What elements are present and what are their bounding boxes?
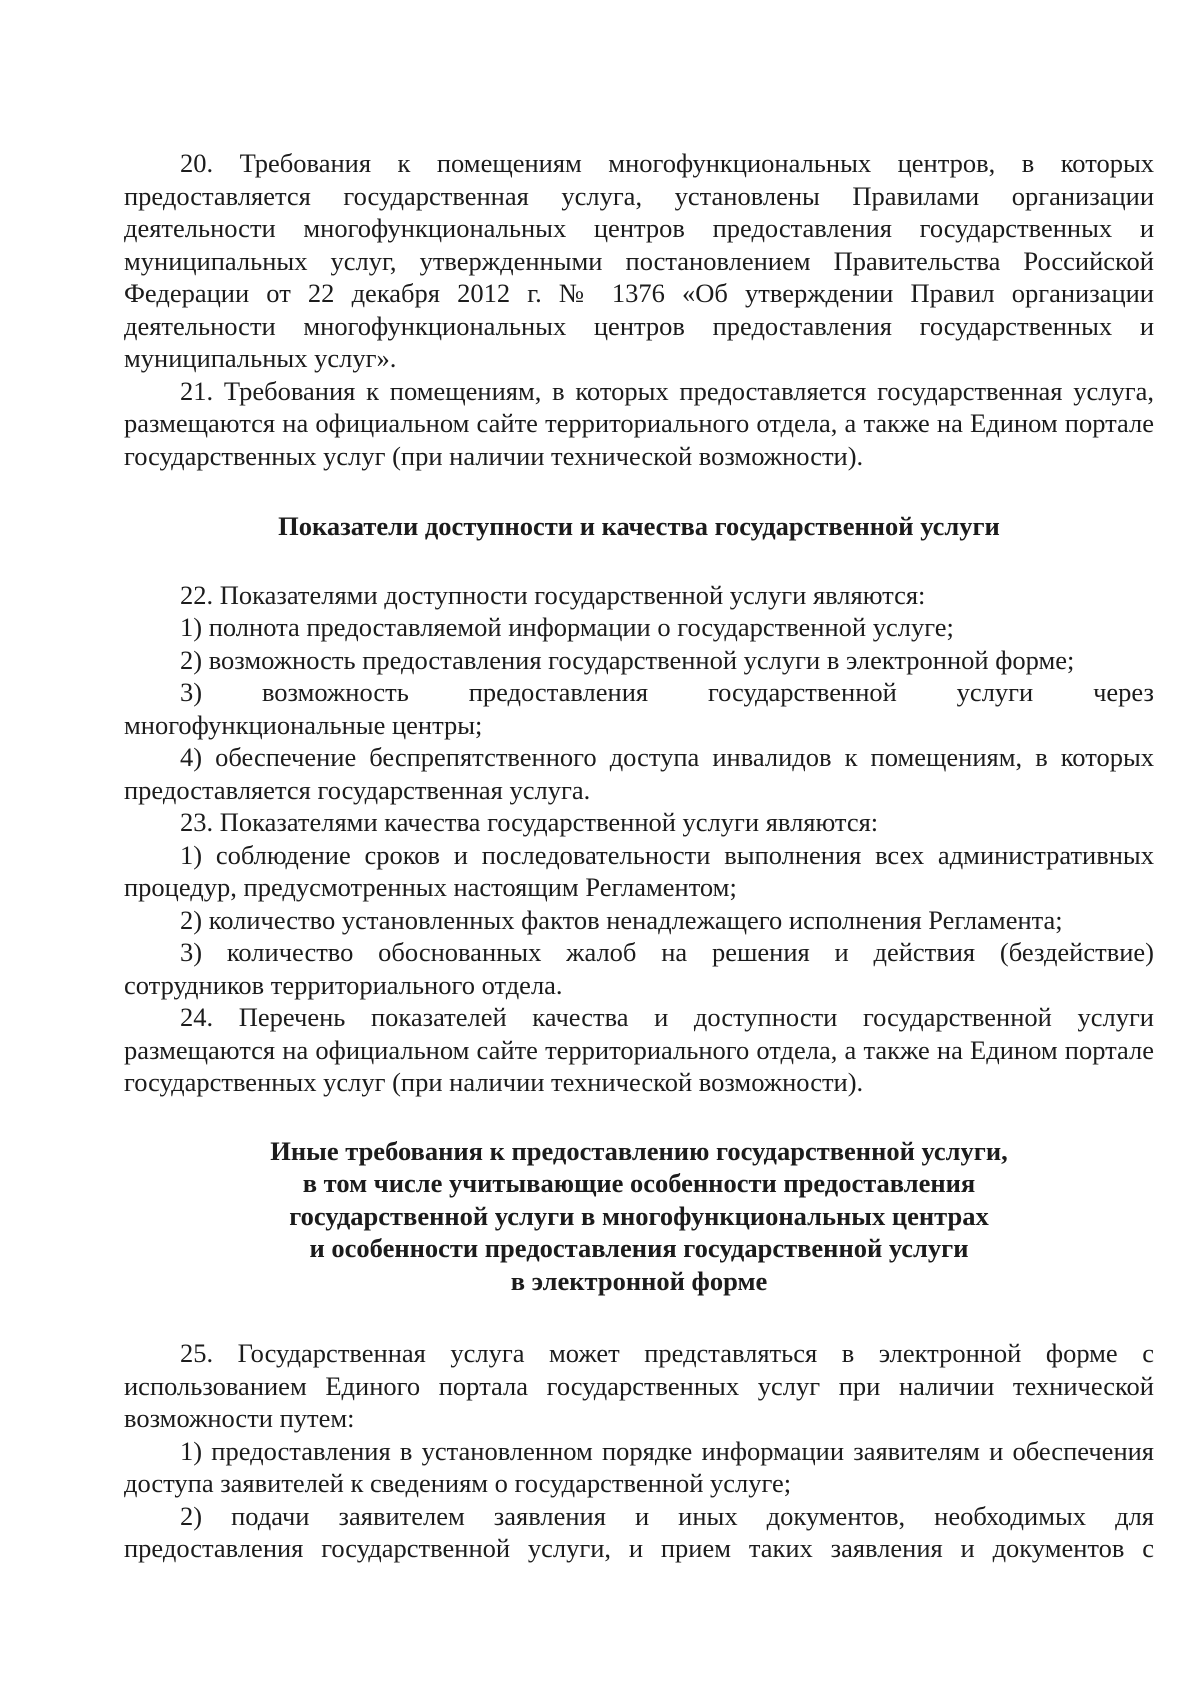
paragraph-22-item-1: 1) полнота предоставляемой информации о государственной услуге;	[180, 612, 954, 642]
document-page	[124, 147, 1154, 1565]
heading-line-1: Иные требования к предоставлению государственной услуги,	[270, 1135, 1008, 1166]
heading-line-4: и особенности предоставления государственной услуги	[309, 1233, 969, 1263]
paragraph-25: 25. Государственная услуга может представляться в электронной форме с использованием Единого портала государственных услуг при наличии технической возможности путем:	[124, 1338, 1154, 1433]
paragraph-21: 21. Требования к помещениям, в которых предоставляется государственная услуга, размещаются на официальном сайте территориального отдела, а также на Едином портале государственных услуг (при наличии технической возможности).	[124, 375, 1154, 471]
heading-line-3: государственной услуги в многофункциональных центрах	[289, 1200, 989, 1231]
paragraph-25-item-2: 2) подачи заявителем заявления и иных документов, необходимых для предоставления государственной услуги, и прием таких заявления и документов с	[124, 1500, 1154, 1563]
paragraph-22: 22. Показателями доступности государственной услуги являются:	[180, 579, 926, 610]
paragraph-23: 23. Показателями качества государственной услуги являются:	[180, 807, 879, 837]
paragraph-20: 20. Требования к помещениям многофункциональных центров, в которых предоставляется государственная услуга, установлены Правилами организации деятельности многофункциональных центров предоставления государственных и муниципальных услуг, утвержденными постановлением Правительства Российской Федерации от 22 декабря 2012 г. № 1376 «Об утверждении Правил организации деятельности многофункциональных центров предоставления государственных и муниципальных услуг».	[124, 148, 1154, 373]
paragraph-23-item-3: 3) количество обоснованных жалоб на решения и действия (бездействие) сотрудников территориального отдела.	[124, 937, 1154, 1000]
paragraph-24: 24. Перечень показателей качества и доступности государственной услуги размещаются на официальном сайте территориального отдела, а также на Едином портале государственных услуг (при наличии технической возможности).	[124, 1002, 1154, 1097]
paragraph-22-item-3: 3) возможность предоставления государственной услуги через многофункциональные центры;	[124, 677, 1154, 740]
section-heading-other-requirements	[124, 1135, 1154, 1298]
heading-line-2: в том числе учитывающие особенности предоставления	[302, 1168, 976, 1198]
heading-line-5: в электронной форме	[510, 1265, 768, 1296]
section-heading-indicators: Показатели доступности и качества государственной услуги	[278, 511, 1000, 541]
paragraph-22-item-4: 4) обеспечение беспрепятственного доступа инвалидов к помещениям, в которых предоставляется государственная услуга.	[124, 742, 1154, 805]
paragraph-25-item-1: 1) предоставления в установленном порядке информации заявителям и обеспечения доступа заявителей к сведениям о государственной услуге;	[124, 1435, 1154, 1498]
paragraph-23-item-1: 1) соблюдение сроков и последовательности выполнения всех административных процедур, предусмотренных настоящим Регламентом;	[124, 839, 1154, 902]
paragraph-23-item-2: 2) количество установленных фактов ненадлежащего исполнения Регламента;	[180, 904, 1063, 935]
paragraph-22-item-2: 2) возможность предоставления государственной услуги в электронной форме;	[180, 644, 1075, 675]
